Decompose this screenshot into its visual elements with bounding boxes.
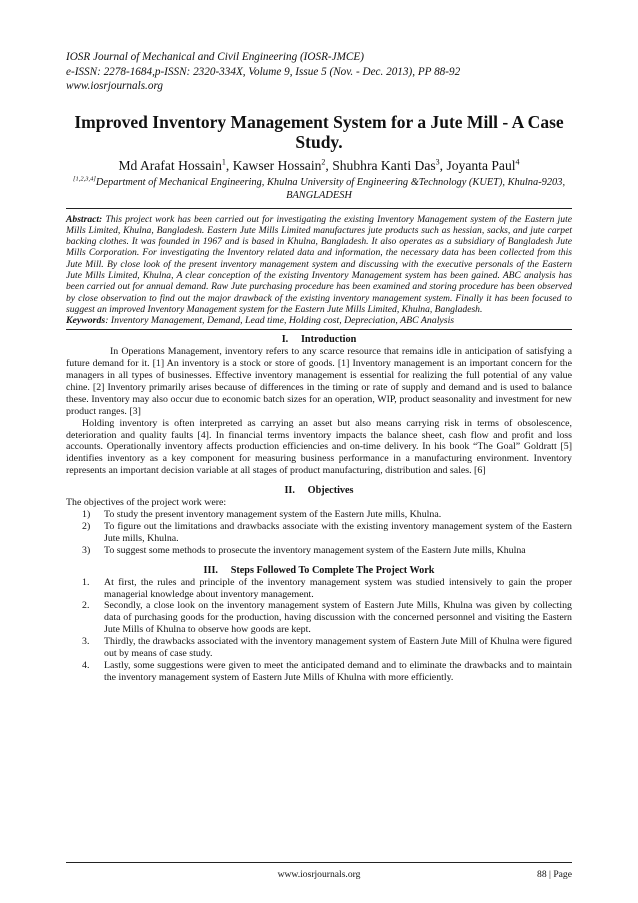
footer-url[interactable]: www.iosrjournals.org <box>277 869 361 880</box>
paper-title: Improved Inventory Management System for a Jute Mill - A Case Study. <box>74 111 564 152</box>
list-item <box>66 545 572 557</box>
steps-list <box>66 577 572 684</box>
author-name: Kawser Hossain <box>232 157 322 173</box>
list-item <box>66 660 572 684</box>
footer-divider <box>66 862 572 863</box>
list-item <box>66 600 572 636</box>
list-text: Lastly, some suggestions were given to meet the anticipated demand and to eliminate the drawbacks and to maintain the inventory management system of Eastern Jute Mills of Khulna with more efficiently. <box>104 660 572 683</box>
list-number: 2) <box>82 520 91 532</box>
journal-name: IOSR Journal of Mechanical and Civil Engineering (IOSR-JMCE) <box>66 51 364 63</box>
divider <box>66 208 572 209</box>
list-item <box>66 636 572 660</box>
abstract <box>66 214 572 316</box>
author-name: Md Arafat Hossain <box>118 157 222 173</box>
author-sup: 3 <box>435 156 440 166</box>
list-text: To suggest some methods to prosecute the inventory management system of the Eastern Jute mills, Khulna <box>104 544 526 556</box>
section-heading-objectives: II. Objectives <box>284 485 354 497</box>
objectives-lead: The objectives of the project work were: <box>66 497 227 509</box>
author-name: Shubhra Kanti Das <box>332 157 436 173</box>
page-footer <box>66 862 572 883</box>
list-item <box>66 509 572 521</box>
list-number: 1. <box>82 576 90 588</box>
list-text: Secondly, a close look on the inventory management system of Eastern Jute Mills, Khulna was given by collecting data of purchasing goods for the production, having discussion with the concerned personnel and visiting the Eastern Jute Mills of Khulna to observe how goods are kept. <box>104 600 572 636</box>
journal-issn: e-ISSN: 2278-1684,p-ISSN: 2320-334X, Volume 9, Issue 5 (Nov. - Dec. 2013), PP 88-92 <box>66 65 461 78</box>
list-text: To study the present inventory management system of the Eastern Jute mills, Khulna. <box>104 509 442 521</box>
journal-url: www.iosrjournals.org <box>66 80 163 92</box>
list-item <box>66 577 572 601</box>
author-name: Joyanta Paul <box>446 157 516 173</box>
paper-page <box>66 50 572 684</box>
affiliation <box>66 176 572 202</box>
affiliation-sup: [1,2,3,4] <box>72 175 96 183</box>
intro-paragraph-1: In Operations Management, inventory refers to any scarce resource that remains idle in anticipation of satisfying a future demand for it. [1] An inventory is a stock or store of goods. [1] Inventory management is an important concern for the managers in all types of businesses. Effective inventory management is essential for realizing the full potential of any value chine. [2] Inventory primarily arises because of differences in the timing or rate of supply and demand and is used to balance these. Inventory may also occur due to economic batch sizes for an operation, WIP, product seasonality and investment for new product ranges. [3] <box>66 346 572 417</box>
intro-paragraph-2: Holding inventory is often interpreted as carrying an asset but also means carrying risk in terms of obsolescence, deterioration and quality faults [4]. In financial terms inventory impacts the balance sheet, cash flow and profit and loss accounts. Operationally inventory affects production efficiencies and on-time delivery. In his book “The Goal” Goldratt [5] identifies inventory as a key component for measuring business performance in a manufacturing environment. Inventory represents an important decision variable at all stages of product manufacturing, distribution and sales. [6] <box>66 417 572 477</box>
author-list: Md Arafat Hossain$^1$, Kawser Hossain$^2$, Shubhra Kanti Das$^3$, Joyanta Paul$^4$ <box>118 156 520 173</box>
author-sup: 4 <box>515 156 520 166</box>
list-number: 3) <box>82 544 91 556</box>
author-sup: 2 <box>321 156 326 166</box>
objectives-list <box>66 509 572 557</box>
list-number: 1) <box>82 509 91 521</box>
list-number: 2. <box>82 600 90 612</box>
affiliation-text: Department of Mechanical Engineering, Khulna University of Engineering &Technology (KUET), Khulna-9203, BANGLADESH <box>95 176 566 201</box>
list-text: To figure out the limitations and drawbacks associate with the existing inventory management system of the Eastern Jute mills, Khulna. <box>104 520 572 544</box>
section-heading-steps: III. Steps Followed To Complete The Project Work <box>203 564 435 576</box>
keywords <box>66 315 572 327</box>
keywords-label: Keywords <box>66 315 106 327</box>
page-number: 88 | Page <box>537 869 572 880</box>
abstract-label: Abstract: <box>66 213 103 225</box>
section-heading-introduction: I. Introduction <box>281 334 357 346</box>
list-text: Thirdly, the drawbacks associated with the inventory management system of Eastern Jute Mill of Khulna were figured out by means of case study. <box>104 636 572 660</box>
list-number: 3. <box>82 636 90 648</box>
divider <box>66 329 572 330</box>
list-text: At first, the rules and principle of the inventory management system was studied intensively to gain the proper managerial knowledge about inventory management. <box>104 576 572 600</box>
author-sup: 1 <box>221 156 226 166</box>
journal-header <box>66 50 572 94</box>
abstract-text: This project work has been carried out for investigating the existing Inventory Management system of the Eastern jute Mills Limited, Khulna, Bangladesh. Eastern Jute Mills Limited manufactures jute products such as hessian, sacks, and jute carpet backing clothes. It was founded in 1967 and is based in Khulna, Bangladesh. It also operates as a subsidiary of Bangladesh Jute Mills Corporation. For investigating the Inventory related data and information, the necessary data has been collected from this Jute Mill. By close look of the present inventory management system and discussing with the executive personals of the Eastern Jute Mills Limited, Khulna, A clear conception of the existing Inventory Management system has been gained. ABC analysis has been carried out for annual demand. Raw Jute purchasing procedure has been examined and storing procedure has been observed by close observation to find out the major drawback of the existing inventory management system. Finally it has been focused to suggest an improved Inventory Management system for the Eastern Jute Mills Limited, Khulna, Bangladesh. <box>66 213 573 315</box>
keywords-text: : Inventory Management, Demand, Lead time, Holding cost, Depreciation, ABC Analysis <box>105 315 455 327</box>
list-number: 4. <box>82 660 90 672</box>
list-item <box>66 521 572 545</box>
